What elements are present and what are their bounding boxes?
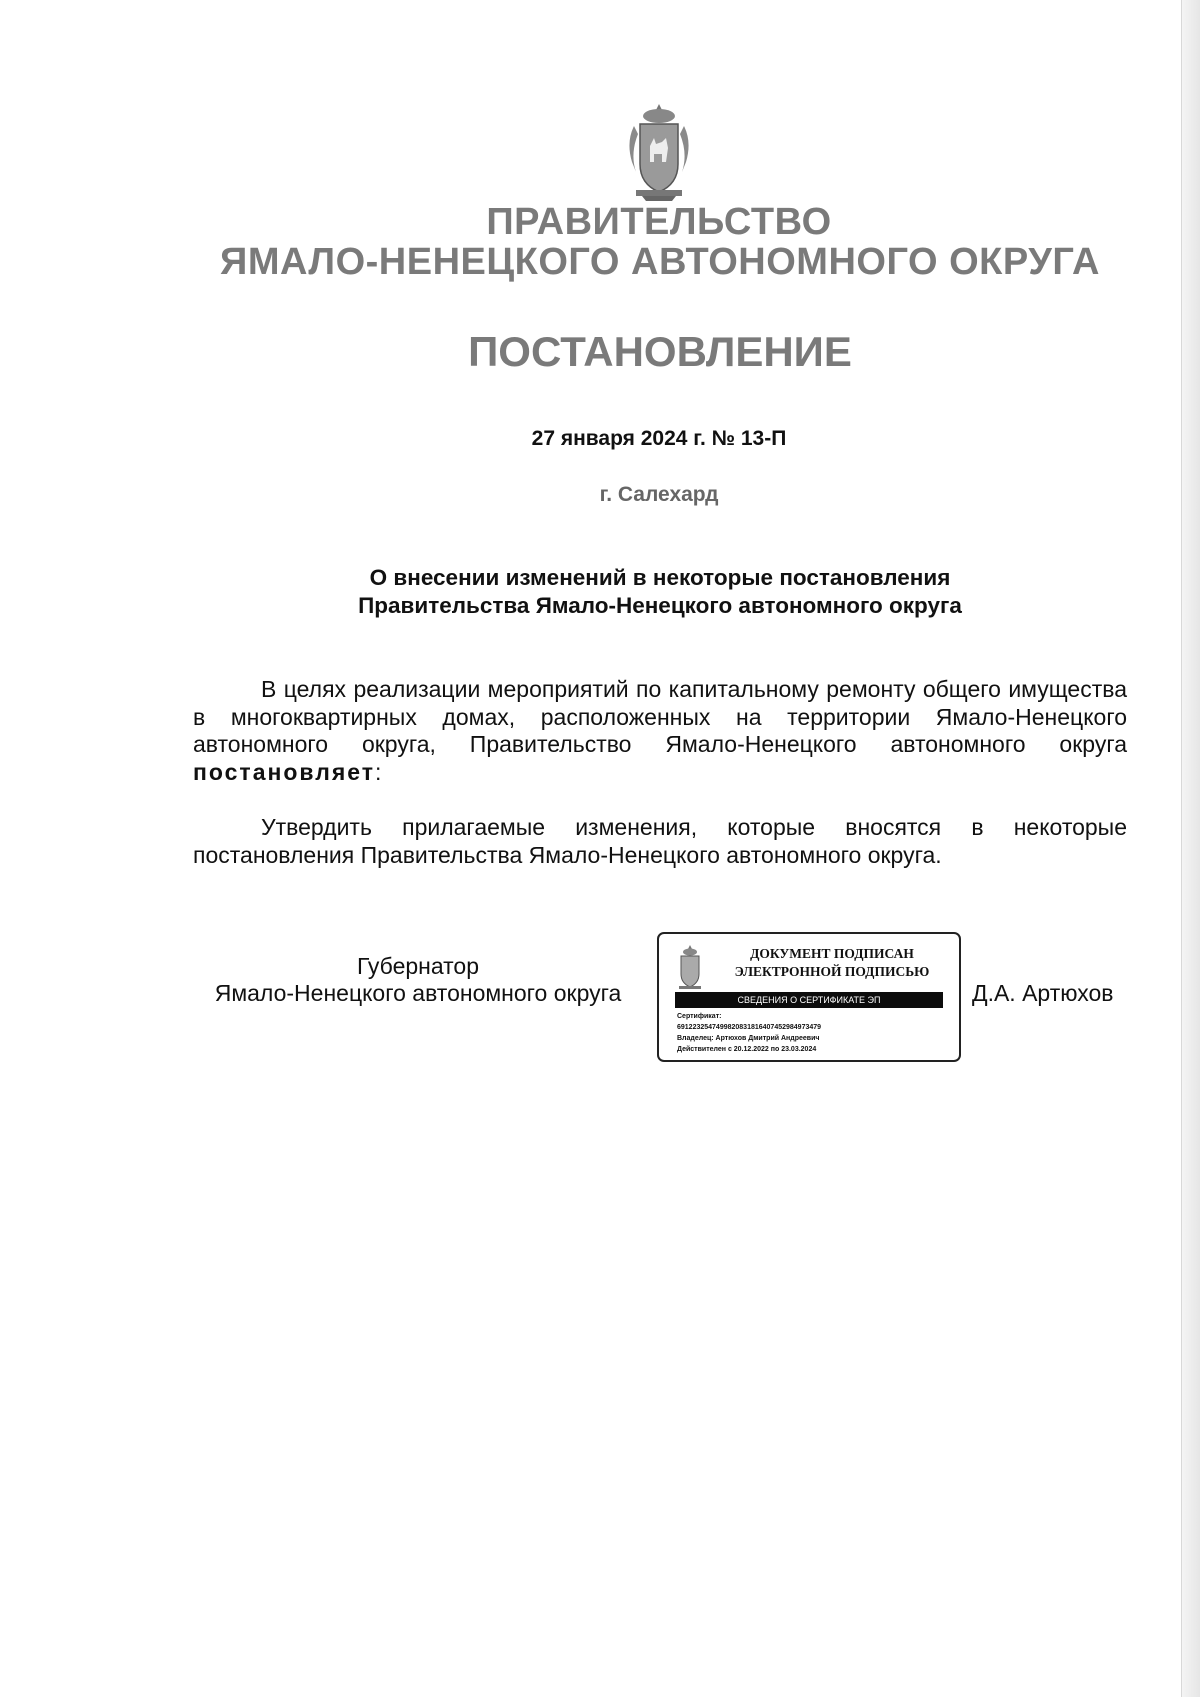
- subject-line2: Правительства Ямало-Ненецкого автономного округа: [358, 593, 962, 618]
- paragraph-1-tail: :: [375, 758, 382, 785]
- paragraph-2-text: Утвердить прилагаемые изменения, которые вносятся в некоторые постановления Правительства Ямало-Ненецкого автономного округа.: [193, 814, 1127, 868]
- signatory-title-line2: Ямало-Ненецкого автономного округа: [214, 980, 622, 1006]
- document-subject: [0, 564, 1200, 620]
- electronic-signature-stamp: [657, 932, 961, 1062]
- document-city: г. Салехард: [599, 483, 719, 506]
- stamp-heading-line1: ДОКУМЕНТ ПОДПИСАН: [750, 946, 914, 961]
- coat-of-arms-icon: [622, 102, 696, 202]
- body-paragraph-2: [193, 814, 1127, 869]
- stamp-cert-number: 6912232547499820831816407452984973479: [677, 1024, 822, 1031]
- government-title-line1: ПРАВИТЕЛЬСТВО: [486, 201, 832, 243]
- stamp-coat-of-arms-icon: [673, 944, 707, 992]
- document-date-number: 27 января 2024 г. № 13-П: [531, 427, 787, 450]
- stamp-validity: Действителен с 20.12.2022 по 23.03.2024: [677, 1046, 817, 1053]
- subject-line1: О внесении изменений в некоторые постановления: [369, 565, 951, 590]
- stamp-heading-line2: ЭЛЕКТРОННОЙ ПОДПИСЬЮ: [734, 964, 930, 979]
- stamp-owner: Владелец: Артюхов Дмитрий Андреевич: [677, 1035, 820, 1042]
- signatory-name: Д.А. Артюхов: [972, 980, 1114, 1006]
- paragraph-1-text: В целях реализации мероприятий по капитальному ремонту общего имущества в многоквартирных домах, расположенных на территории Ямало-Ненецкого автономного округа, Правительство Ямало-Ненецкого автономного округа: [193, 676, 1127, 757]
- signatory-title-line1: Губернатор: [356, 953, 480, 979]
- paragraph-1-emphasis: постановляет: [193, 758, 376, 785]
- government-title-line2: ЯМАЛО-НЕНЕЦКОГО АВТОНОМНОГО ОКРУГА: [220, 241, 1100, 283]
- stamp-certificate-bar: СВЕДЕНИЯ О СЕРТИФИКАТЕ ЭП: [675, 992, 943, 1008]
- document-type-heading: ПОСТАНОВЛЕНИЕ: [468, 328, 852, 375]
- stamp-cert-label: Сертификат:: [677, 1013, 722, 1020]
- body-paragraph-1: [193, 676, 1127, 786]
